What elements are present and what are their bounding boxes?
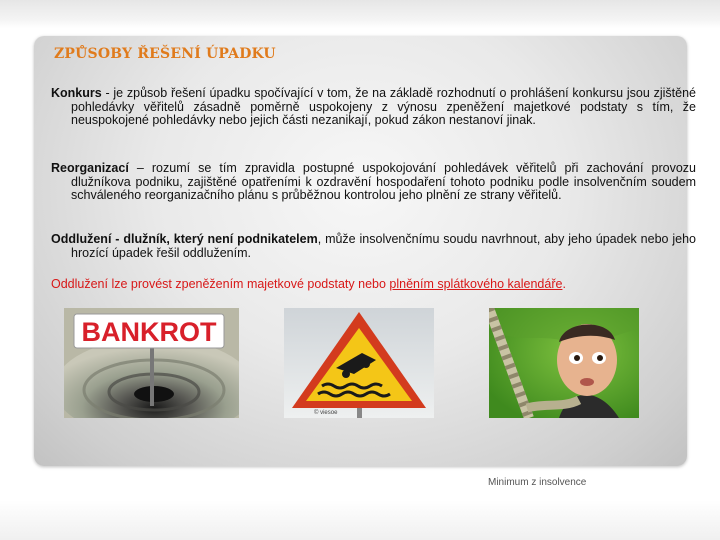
note-text: Oddlužení lze provést zpeněžením majetkové podstaty nebo <box>51 277 390 291</box>
paragraph-reorganizace <box>51 162 696 203</box>
slide-title: ZPŮSOBY ŘEŠENÍ ÚPADKU <box>54 46 276 62</box>
note-link-splatkovy-kalendar[interactable]: plněním splátkového kalendáře <box>389 277 563 291</box>
term-reorganizace: Reorganizací <box>51 161 129 175</box>
paragraph-oddluzeni-note <box>51 278 696 292</box>
paragraph-oddluzeni <box>51 233 696 260</box>
bankrot-sign-text: BANKROT <box>81 317 217 347</box>
term-konkurs: Konkurs <box>51 86 102 100</box>
man-with-rope-photo <box>489 308 639 418</box>
page-top-edge <box>0 0 720 28</box>
text-konkurs: - je způsob řešení úpadku spočívající v tom, že na základě rozhodnutí o prohlášení konkursu jsou zjištěné pohledávky věřitelů zásadně poměrně uspokojeny z výnosu zpeněžení majetkové podstaty s tím, že neuspokojené pohledávky nebo jejich části nezanikají, pokud zákon nestanoví jinak. <box>71 86 696 128</box>
bankrot-photo <box>64 308 239 418</box>
photo-credit: © viesoe <box>314 410 338 416</box>
text-reorganizace: – rozumí se tím zpravidla postupné uspokojování pohledávek věřitelů při zachování provozu dlužníkova podniku, zajištěné opatřeními k ozdravění hospodaření tohoto podniku podle insolvenčním soudem schváleného reorganizačního plánu s průběžnou kontrolou jeho plnění ze strany věřitelů. <box>71 161 696 203</box>
term-oddluzeni: Oddlužení - dlužník, který není podnikatelem <box>51 232 318 246</box>
page-bottom-edge <box>0 500 720 540</box>
footer-text: Minimum z insolvence <box>488 477 587 488</box>
note-end: . <box>562 277 566 291</box>
paragraph-konkurs <box>51 87 696 128</box>
text-oddluzeni: , může insolvenčnímu soudu navrhnout, aby jeho úpadek nebo jeho hrozící úpadek řešil oddlužením. <box>71 232 697 260</box>
warning-sign-photo <box>284 308 434 418</box>
